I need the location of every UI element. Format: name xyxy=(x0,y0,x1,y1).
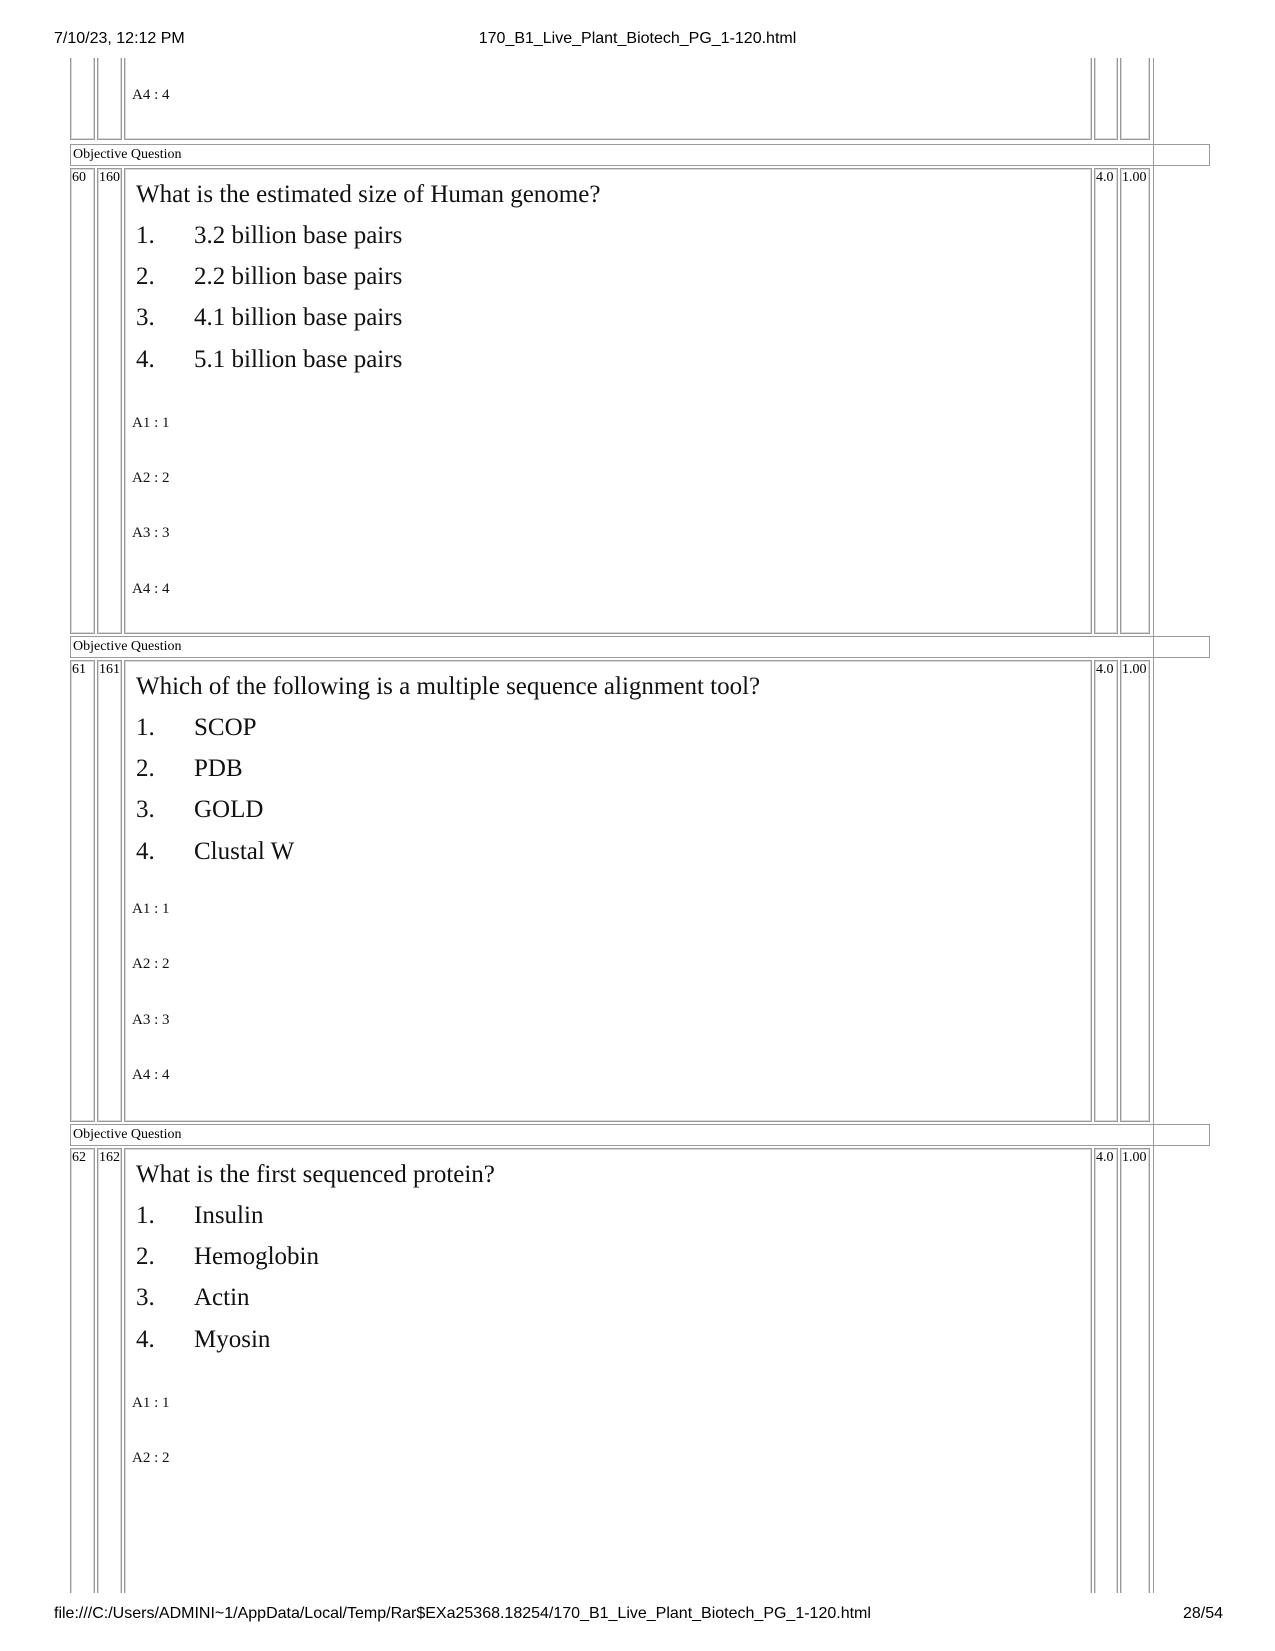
serial-number: 60 xyxy=(72,170,86,185)
negative-cell xyxy=(1120,660,1150,1122)
option-number: 2. xyxy=(136,755,155,782)
serial-number: 62 xyxy=(72,1150,86,1165)
answer-label: A4 : 4 xyxy=(132,87,170,103)
question-id: 162 xyxy=(99,1150,120,1165)
option-text: 4.1 billion base pairs xyxy=(194,304,403,331)
answer-label: A1 : 1 xyxy=(132,1395,170,1411)
option-number: 2. xyxy=(136,1243,155,1270)
qid-cell xyxy=(97,660,122,1122)
sno-cell xyxy=(70,660,95,1122)
option-text: Myosin xyxy=(194,1326,271,1353)
option-text: Clustal W xyxy=(194,838,295,865)
option-text: 5.1 billion base pairs xyxy=(194,346,403,373)
question-cell xyxy=(124,168,1092,634)
answer-label: A1 : 1 xyxy=(132,901,170,917)
answer-label: A2 : 2 xyxy=(132,1450,170,1466)
option-number: 4. xyxy=(136,1326,155,1353)
marks-cell xyxy=(1094,58,1118,140)
answer-label: A2 : 2 xyxy=(132,470,170,486)
question-id: 160 xyxy=(99,170,120,185)
marks-value: 4.0 xyxy=(1096,170,1114,185)
answer-label: A1 : 1 xyxy=(132,415,170,431)
marks-cell xyxy=(1094,1148,1118,1593)
answer-label: A4 : 4 xyxy=(132,1067,170,1083)
option-number: 3. xyxy=(136,796,155,823)
question-table xyxy=(70,58,1210,1593)
option-number: 3. xyxy=(136,304,155,331)
option-number: 3. xyxy=(136,1284,155,1311)
answer-label: A3 : 3 xyxy=(132,1012,170,1028)
answer-label: A3 : 3 xyxy=(132,525,170,541)
section-label: Objective Question xyxy=(70,636,1210,658)
option-text: Actin xyxy=(194,1284,250,1311)
question-text: What is the estimated size of Human genome? xyxy=(136,181,601,208)
qid-cell xyxy=(97,1148,122,1593)
question-cell xyxy=(124,58,1092,140)
table-border-right xyxy=(1153,58,1154,1593)
negative-marks-value: 1.00 xyxy=(1122,170,1147,185)
negative-marks-value: 1.00 xyxy=(1122,662,1147,677)
option-number: 4. xyxy=(136,838,155,865)
section-label: Objective Question xyxy=(70,1124,1210,1146)
option-number: 1. xyxy=(136,222,155,249)
serial-number: 61 xyxy=(72,662,86,677)
answer-label: A2 : 2 xyxy=(132,956,170,972)
negative-cell xyxy=(1120,1148,1150,1593)
option-text: 3.2 billion base pairs xyxy=(194,222,403,249)
option-text: PDB xyxy=(194,755,243,782)
print-page-number: 28/54 xyxy=(1182,1605,1223,1622)
marks-cell xyxy=(1094,660,1118,1122)
option-text: Insulin xyxy=(194,1202,264,1229)
option-number: 2. xyxy=(136,263,155,290)
option-text: GOLD xyxy=(194,796,264,823)
answer-label: A4 : 4 xyxy=(132,581,170,597)
question-text: Which of the following is a multiple sequence alignment tool? xyxy=(136,673,761,700)
marks-value: 4.0 xyxy=(1096,1150,1114,1165)
question-text: What is the first sequenced protein? xyxy=(136,1161,495,1188)
sno-cell xyxy=(70,58,95,140)
option-number: 1. xyxy=(136,714,155,741)
question-cell xyxy=(124,1148,1092,1593)
sno-cell xyxy=(70,1148,95,1593)
question-cell xyxy=(124,660,1092,1122)
negative-marks-value: 1.00 xyxy=(1122,1150,1147,1165)
print-datetime: 7/10/23, 12:12 PM xyxy=(54,30,185,47)
negative-cell xyxy=(1120,58,1150,140)
option-text: Hemoglobin xyxy=(194,1243,319,1270)
qid-cell xyxy=(97,168,122,634)
question-id: 161 xyxy=(99,662,120,677)
qid-cell xyxy=(97,58,122,140)
print-title: 170_B1_Live_Plant_Biotech_PG_1-120.html xyxy=(478,30,797,47)
sno-cell xyxy=(70,168,95,634)
option-number: 1. xyxy=(136,1202,155,1229)
option-number: 4. xyxy=(136,346,155,373)
marks-cell xyxy=(1094,168,1118,634)
section-label: Objective Question xyxy=(70,144,1210,166)
marks-value: 4.0 xyxy=(1096,662,1114,677)
negative-cell xyxy=(1120,168,1150,634)
print-file-path: file:///C:/Users/ADMINI~1/AppData/Local/Temp/Rar$EXa25368.18254/170_B1_Live_Plant_Biotech_PG_1-120.html xyxy=(54,1605,871,1622)
option-text: SCOP xyxy=(194,714,257,741)
option-text: 2.2 billion base pairs xyxy=(194,263,403,290)
